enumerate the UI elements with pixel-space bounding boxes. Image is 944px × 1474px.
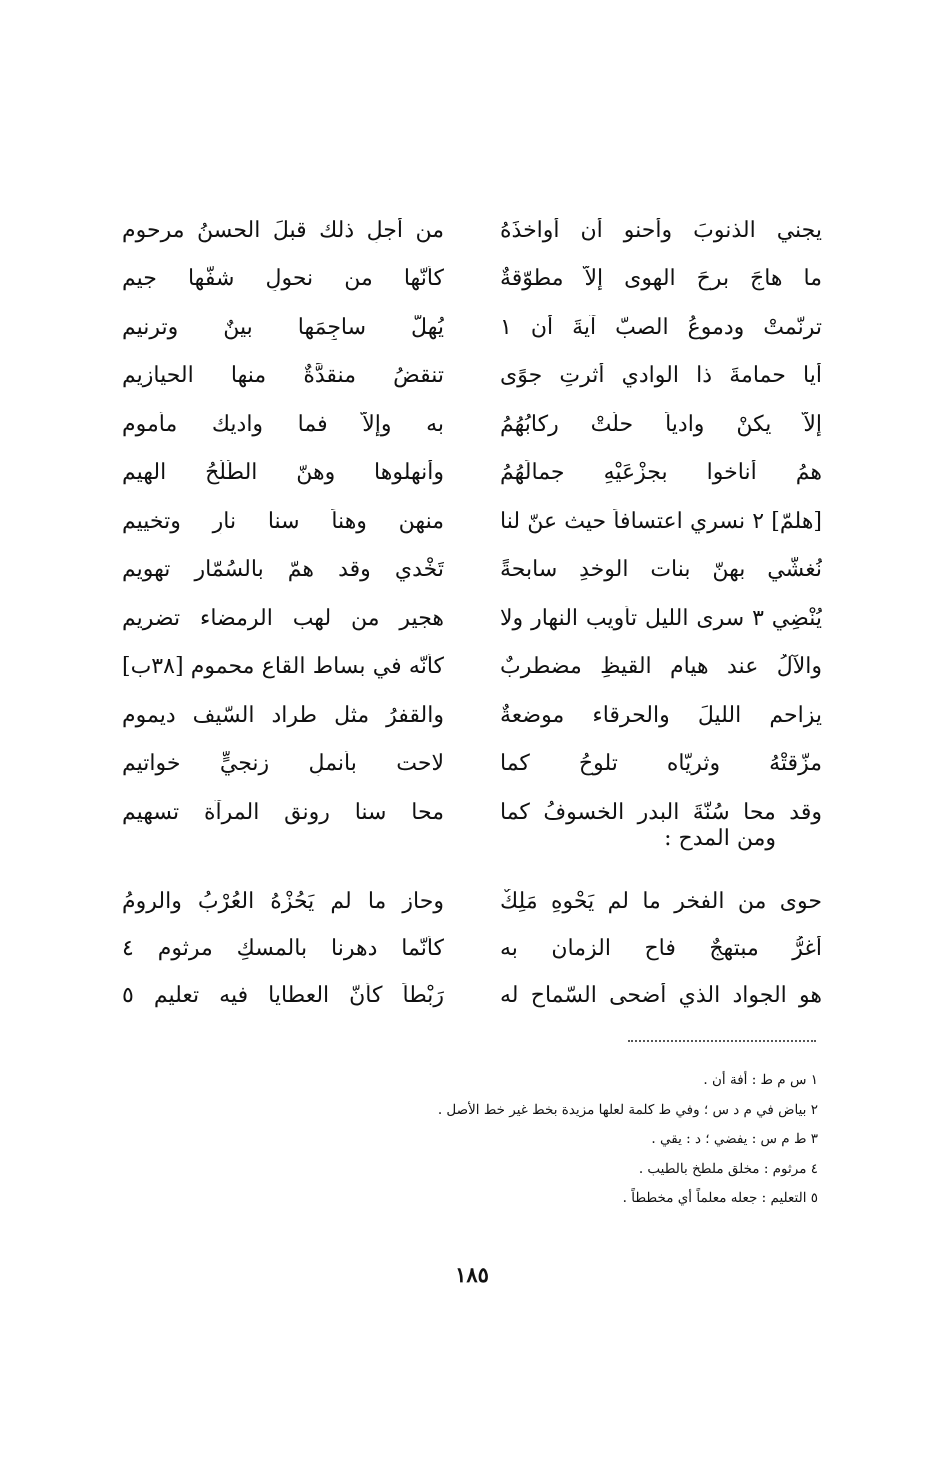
footnote: ٤ مرثوم : مخلق ملطخ بالطيب . [638,1160,818,1177]
first-hemistich: همُ أناخوا بجزْعَيْهِ جمالَهُمُ [500,460,822,486]
second-hemistich: هجير من لهب الرمضاء تضريم [122,605,444,631]
second-hemistich: كأنّه في بساط القاع محموم [٣٨ب] [122,654,444,680]
verse-line [122,594,822,643]
footnotes [178,1066,818,1214]
verse-line [122,352,822,401]
footnote: ١ س م ط : أفة أن . [703,1072,818,1088]
first-hemistich: يُنْضِي ٣ سرى الليل تأويب النهار ولا [500,605,822,631]
verse-line [122,925,822,972]
second-hemistich: محا سنا رونقِ المرآة تسهيم [122,799,444,825]
second-hemistich: لاحت بأنملِ زنجيٍّ خواتيم [122,751,444,777]
first-hemistich: مزّقتْهُ وثريّاه تلوحُ كما [500,751,822,777]
first-hemistich: إلاّ يكنْ وادياً حلّتْ ركابُهُمُ [500,411,822,437]
first-hemistich: هو الجواد الذي أضحى السّماح له [500,983,822,1008]
page-number: ١٨٥ [455,1262,489,1287]
second-hemistich: وأنهلوها وهنّ الطُلّحُ الهيم [122,460,444,486]
footnote: ٥ التعليم : جعله معلماً أي مخططاً . [622,1190,818,1206]
verse-line [122,303,822,352]
first-hemistich: يزاحم الليلَ والحرقاء موضعةٌ [500,702,822,728]
verse-line [122,497,822,546]
poem-block-praise [122,878,822,1019]
second-hemistich: والقفرُ مثل طراد السّيف ديموم [122,702,444,728]
second-hemistich: به وإلاّ فما واديك مأموم [122,411,444,437]
second-hemistich: من أجلِ ذلك قبلَ الحسنُ مرحوم [122,217,444,243]
verse-line [122,206,822,255]
first-hemistich: [هلمّ] ٢ نسري اعتسافاً حيث عنّ لنا [500,508,822,534]
second-hemistich: رَبْطاً كأنّ العطايا فيه تعليم ٥ [122,983,444,1008]
first-hemistich: أغرُّ مبتهجٌ فاح الزمان به [500,936,822,961]
poem-block-main [122,206,822,837]
footnote: ٣ ط م س : يفضي ؛ د : يقي . [651,1131,818,1147]
first-hemistich: نُغشّي بهنّ بنات الوخدِ سابحةً [500,557,822,583]
second-hemistich: وحاز ما لم يَحُزْهُ العُرْبُ والرومُ [122,889,444,914]
verse-line [122,878,822,925]
second-hemistich: يُهلَّ ساجِمَها بينٌ وترنيم [122,314,444,340]
first-hemistich: أيا حمامةَ ذا الوادي أثرتِ جوًى [500,363,822,389]
verse-line [122,449,822,498]
first-hemistich: وقد محا سُنّةَ البدرِ الخسوفُ كما [500,799,822,825]
second-hemistich: كأنّها من نحولٍ شفّها جيم [122,266,444,292]
first-hemistich: حوى من الفخرِ ما لم يَحْوِهِ مَلِكٌ [500,889,822,914]
footnote-divider [628,1040,816,1042]
verse-line [122,546,822,595]
verse-line [122,400,822,449]
verse-line [122,691,822,740]
second-hemistich: تنقضُ منقدَّةٌ منها الحيازيم [122,363,444,389]
section-heading: ومن المدح : [664,826,776,851]
first-hemistich: ترنّمتْ ودموعُ الصبّ آيةَ أن ١ [500,314,822,340]
first-hemistich: يجني الذنوبَ وأحنو أن أواخذَهُ [500,217,822,243]
footnote: ٢ بياض في م د س ؛ وفي ط كلمة لعلها مزيدة بخط غير خط الأصل . [437,1101,818,1118]
verse-line [122,255,822,304]
second-hemistich: كأنّما دهرنا بالمسكِ مرثوم ٤ [122,936,444,961]
verse-line [122,972,822,1019]
second-hemistich: منهن وهناً سنا نارٍ وتخييم [122,508,444,534]
verse-line [122,740,822,789]
first-hemistich: والآلُ عند هيام القيظِ مضطربٌ [500,654,822,680]
verse-line [122,643,822,692]
second-hemistich: تَخْدي وقد همّ بالسُمّار تهويم [122,557,444,583]
first-hemistich: ما هاجَ برحَ الهوى إلاّ مطوّقةٌ [500,266,822,292]
